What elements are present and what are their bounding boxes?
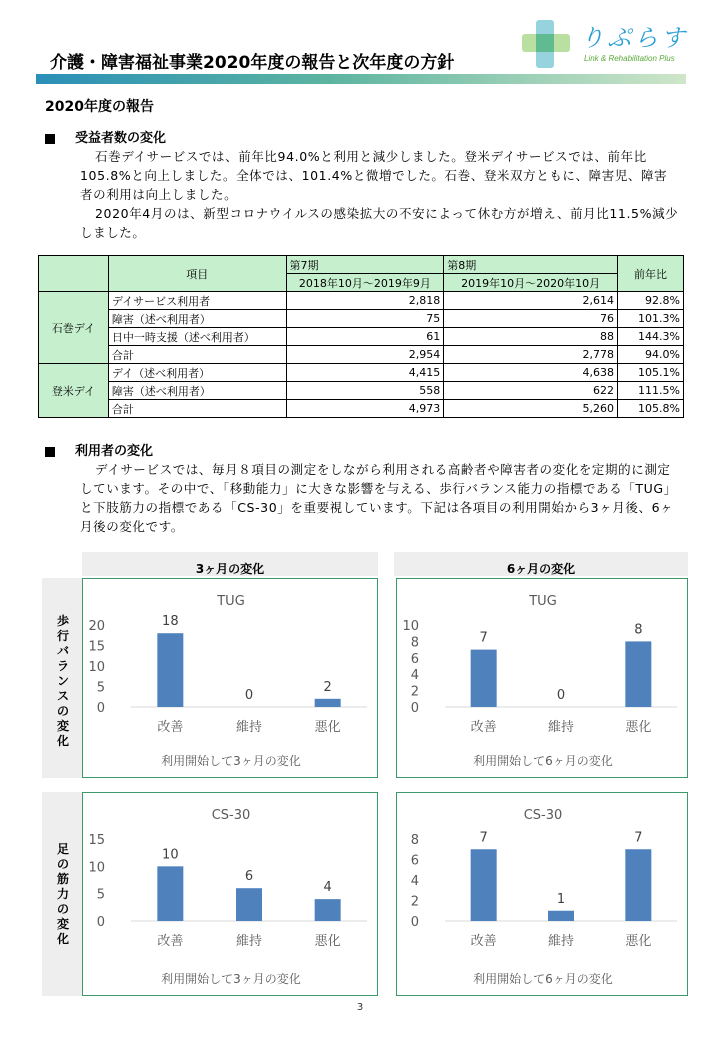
square-bullet-icon: [45, 447, 55, 457]
bar-悪化: [315, 899, 341, 921]
x-tick-label: 悪化: [314, 720, 341, 735]
y-tick-label: 5: [96, 887, 105, 903]
table-cell-yoy: 101.3%: [617, 310, 683, 328]
y-tick-label: 0: [96, 915, 105, 930]
chart-title: TUG: [217, 594, 245, 609]
x-tick-label: 悪化: [625, 934, 652, 949]
y-tick-label: 6: [410, 651, 419, 667]
table-cell-yoy: 94.0%: [617, 346, 683, 364]
data-label: 6: [244, 869, 254, 885]
chart-svg: [83, 579, 379, 779]
x-axis-label: 利用開始して3ヶ月の変化: [161, 972, 301, 986]
x-tick-label: 悪化: [625, 720, 652, 735]
data-label: 7: [479, 830, 488, 846]
bar-改善: [157, 633, 183, 707]
logo: [518, 14, 708, 74]
bar-悪化: [625, 849, 651, 921]
column-header-3months: 3ヶ月の変化: [195, 562, 265, 576]
table-cell-value: 76: [444, 310, 618, 328]
paragraph-line: 2020年4月のは、新型コロナウイルスの感染拡大の不安によって休む方が増え、前月比11.5%減少しました。: [80, 206, 679, 240]
x-axis-label: 利用開始して6ヶ月の変化: [473, 754, 613, 768]
y-tick-label: 10: [402, 619, 419, 634]
paragraph-user-change: [80, 460, 680, 536]
table-cell-value: 88: [444, 328, 618, 346]
data-label: 0: [556, 688, 566, 703]
y-tick-label: 6: [410, 853, 419, 869]
x-tick-label: 改善: [470, 934, 497, 949]
bar-悪化: [315, 699, 341, 707]
table-cell-value: 4,973: [286, 400, 444, 418]
chart-tug-3months: [82, 578, 378, 778]
data-label: 4: [323, 880, 332, 896]
table-cell-value: 4,415: [286, 364, 444, 382]
table-cell-value: 75: [286, 310, 444, 328]
table-cell-yoy: 111.5%: [617, 382, 683, 400]
chart-title: CS-30: [211, 808, 251, 823]
y-tick-label: 15: [88, 639, 105, 655]
y-tick-label: 0: [96, 701, 105, 716]
paragraph-line: 石巻デイサービスでは、前年比94.0%と利用と減少しました。登米デイサービスでは、前年比105.8%と向上しました。全体では、101.4%と微増でした。石巻、登米双方ともに、障害児、障害者の利用は向上しました。: [80, 149, 668, 202]
table-cell-value: 2,818: [286, 292, 444, 310]
x-tick-label: 維持: [235, 934, 263, 949]
table-cell-yoy: 105.8%: [617, 400, 683, 418]
y-tick-label: 5: [96, 680, 105, 696]
table-cell-value: 4,638: [444, 364, 618, 382]
x-tick-label: 改善: [157, 720, 184, 735]
table-cell-yoy: 144.3%: [617, 328, 683, 346]
table-header-period7: 第7期: [286, 256, 444, 274]
x-tick-label: 改善: [157, 934, 184, 949]
table-cell-value: 558: [286, 382, 444, 400]
subheading-text: 受益者数の変化: [75, 131, 167, 146]
y-tick-label: 2: [410, 684, 419, 700]
row-label-balance: 歩行バランスの変化: [56, 614, 69, 748]
bar-改善: [471, 849, 497, 921]
logo-subtitle: Link & Rehabilitation Plus: [584, 54, 675, 63]
subheading-beneficiaries: [45, 127, 166, 146]
beneficiary-table: [38, 255, 684, 418]
row-label-strength: 足の筋力の変化: [56, 842, 69, 946]
table-group-ishinomaki: 石巻デイ: [39, 292, 109, 364]
y-tick-label: 0: [410, 915, 419, 930]
table-header-yoy: 前年比: [617, 256, 683, 292]
data-label: 2: [323, 679, 332, 695]
chart-title: TUG: [529, 594, 557, 609]
paragraph-line: デイサービスでは、毎月８項目の測定をしながら利用される高齢者や障害者の変化を定期的に測定しています。その中で、「移動能力」に大きな影響を与える、歩行バランス能力の指標である「TUG」と下肢筋力の指標である「CS-30」を重要視しています。下記は各項目の利用開始から3ヶ月後、6ヶ月後の変化です。: [80, 462, 677, 534]
y-tick-label: 4: [410, 668, 419, 684]
x-tick-label: 維持: [547, 934, 575, 949]
table-cell-yoy: 92.8%: [617, 292, 683, 310]
page-number: 3: [356, 1002, 364, 1013]
data-label: 8: [634, 622, 643, 638]
table-cell-value: 2,778: [444, 346, 618, 364]
data-label: 0: [244, 688, 254, 703]
y-tick-label: 8: [410, 833, 419, 848]
x-axis-label: 利用開始して6ヶ月の変化: [473, 972, 613, 986]
data-label: 18: [162, 614, 179, 630]
logo-text: りぷらす: [580, 24, 688, 52]
bar-維持: [236, 888, 262, 921]
x-axis-label: 利用開始して3ヶ月の変化: [161, 754, 301, 768]
section-title: 2020年度の報告: [45, 99, 154, 115]
y-tick-label: 15: [88, 833, 105, 848]
table-cell-value: 2,954: [286, 346, 444, 364]
y-tick-label: 10: [88, 860, 105, 876]
table-cell-item: 障害（述べ利用者）: [108, 310, 286, 328]
x-tick-label: 悪化: [314, 934, 341, 949]
subheading-text: 利用者の変化: [75, 444, 154, 459]
table-header-period8: 第8期: [444, 256, 618, 274]
chart-svg: [83, 793, 379, 997]
table-cell-value: 622: [444, 382, 618, 400]
logo-mark-icon: [518, 18, 574, 70]
chart-cs30-6months: [396, 792, 688, 996]
table-corner-cell: [39, 256, 109, 292]
table-cell-value: 61: [286, 328, 444, 346]
x-tick-label: 維持: [547, 720, 575, 735]
table-group-tome: 登米デイ: [39, 364, 109, 418]
table-header-period7-range: 2018年10月～2019年9月: [286, 274, 444, 292]
header-divider-bar: [36, 74, 686, 84]
table-cell-value: 5,260: [444, 400, 618, 418]
table-header-item: 項目: [108, 256, 286, 292]
table-cell-yoy: 105.1%: [617, 364, 683, 382]
table-cell-value: 2,614: [444, 292, 618, 310]
table-cell-item: 合計: [108, 400, 286, 418]
table-cell-item: デイ（述べ利用者）: [108, 364, 286, 382]
data-label: 7: [634, 830, 643, 846]
bar-維持: [548, 911, 574, 921]
table-cell-item: 日中一時支援（述べ利用者）: [108, 328, 286, 346]
table-cell-item: 合計: [108, 346, 286, 364]
document-title: 介護・障害福祉事業2020年度の報告と次年度の方針: [50, 53, 455, 73]
y-tick-label: 8: [410, 635, 419, 651]
chart-title: CS-30: [523, 808, 563, 823]
chart-cs30-3months: [82, 792, 378, 996]
bar-改善: [471, 650, 497, 707]
data-label: 7: [479, 630, 488, 646]
chart-svg: [397, 579, 689, 779]
bar-改善: [157, 866, 183, 921]
y-tick-label: 20: [88, 619, 105, 634]
bar-悪化: [625, 641, 651, 707]
subheading-user-change: [45, 440, 153, 459]
x-tick-label: 維持: [235, 720, 263, 735]
table-cell-item: 障害（述べ利用者）: [108, 382, 286, 400]
chart-svg: [397, 793, 689, 997]
table-header-period8-range: 2019年10月～2020年10月: [444, 274, 618, 292]
y-tick-label: 0: [410, 701, 419, 716]
x-tick-label: 改善: [470, 720, 497, 735]
table-cell-item: デイサービス利用者: [108, 292, 286, 310]
data-label: 1: [556, 891, 566, 907]
y-tick-label: 10: [88, 660, 105, 675]
square-bullet-icon: [45, 134, 55, 144]
chart-tug-6months: [396, 578, 688, 778]
column-header-6months: 6ヶ月の変化: [506, 562, 576, 576]
y-tick-label: 4: [410, 874, 419, 889]
paragraph-beneficiaries: [80, 147, 680, 242]
y-tick-label: 2: [410, 894, 419, 910]
data-label: 10: [162, 847, 179, 863]
